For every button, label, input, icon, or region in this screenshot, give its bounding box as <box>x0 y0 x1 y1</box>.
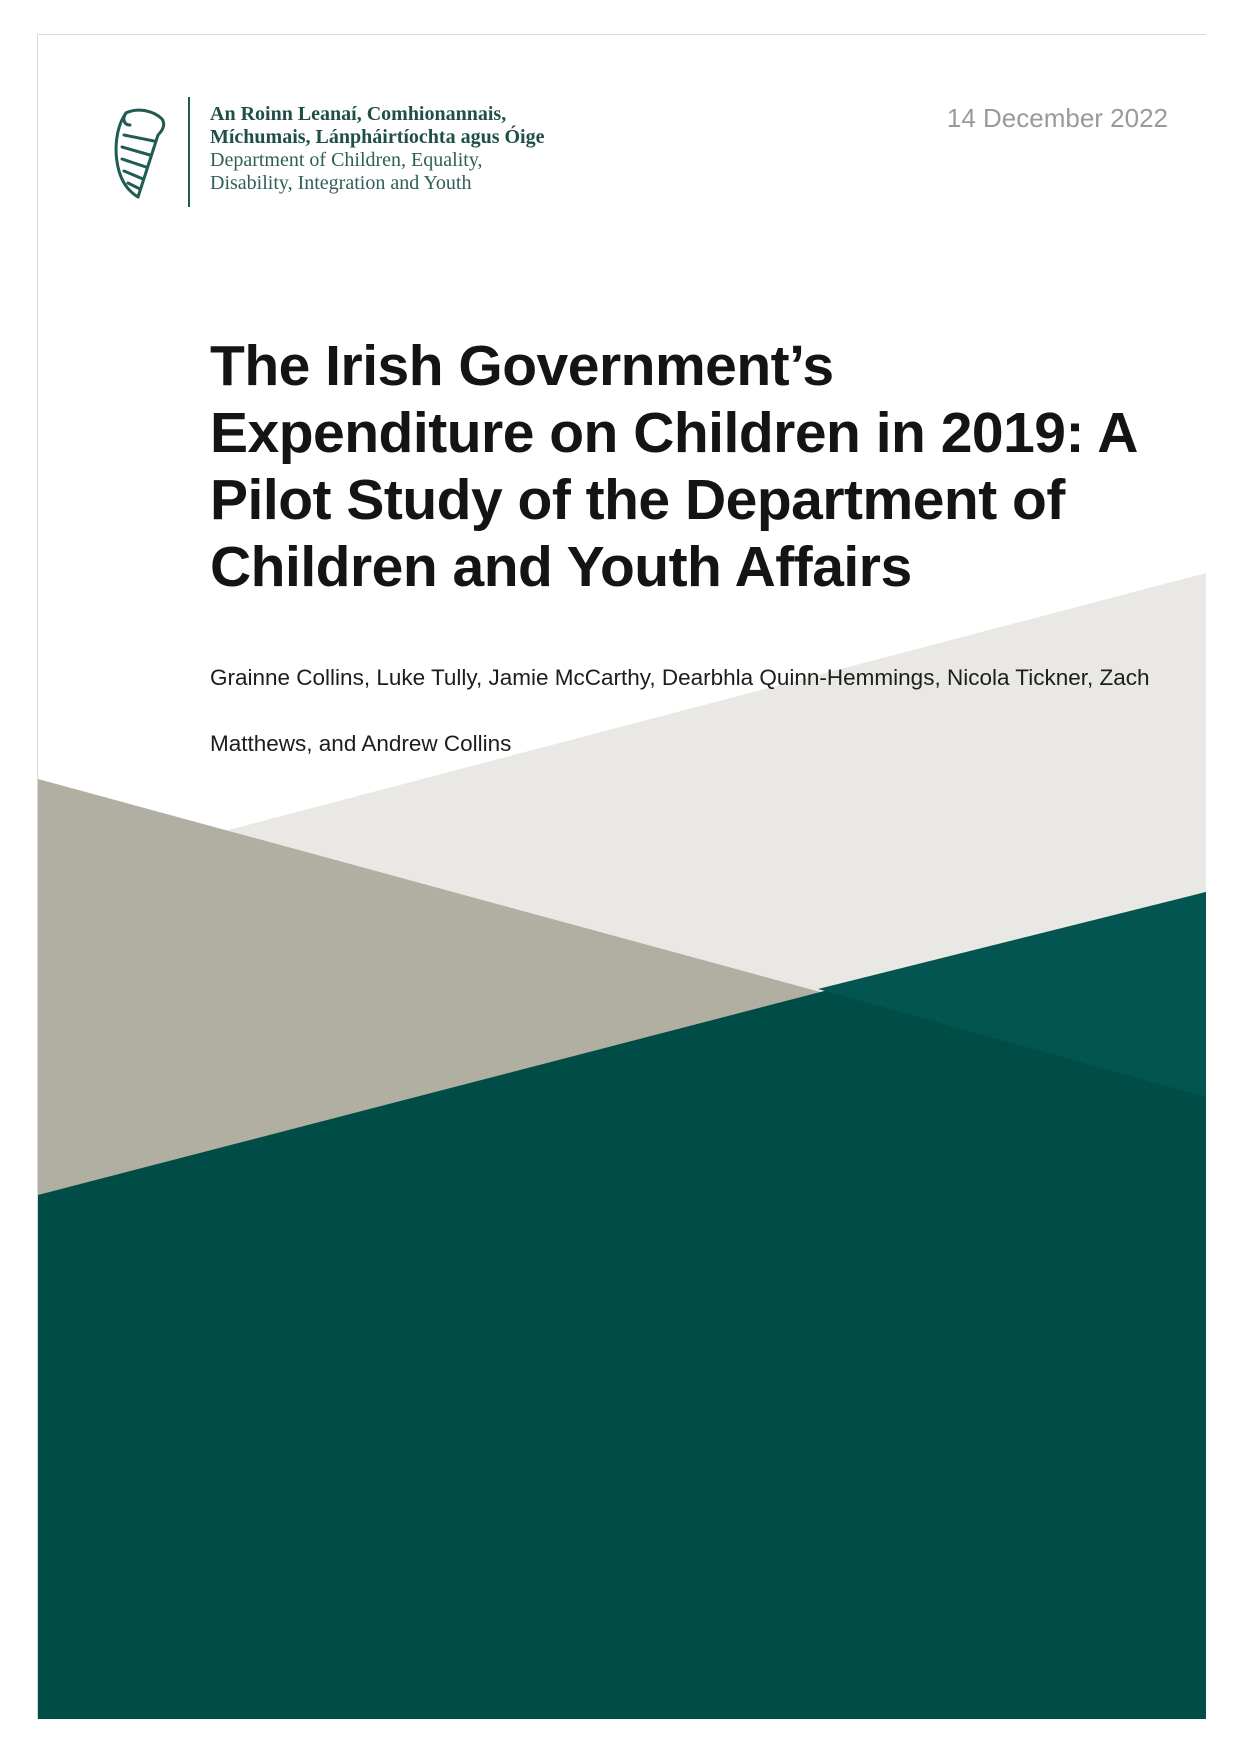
publication-date: 14 December 2022 <box>946 103 1168 133</box>
department-name-irish-line-1: An Roinn Leanaí, Comhionannais, <box>210 103 507 125</box>
harp-icon <box>108 105 170 205</box>
cover-background <box>38 35 1206 1719</box>
department-name <box>210 103 630 195</box>
author-list: Grainne Collins, Luke Tully, Jamie McCarthy, Dearbhla Quinn-Hemmings, Nicola Tickner, Zach Matthews, and Andrew Collins <box>210 665 1150 756</box>
department-name-english-line-1: Department of Children, Equality, <box>210 149 483 171</box>
logo-divider <box>188 97 190 207</box>
cover-page <box>37 34 1206 1719</box>
department-name-irish-line-2: Míchumais, Lánpháirtíochta agus Óige <box>210 126 545 148</box>
document-title: The Irish Government’s Expenditure on Children in 2019: A Pilot Study of the Department of Children and Youth Affairs <box>210 334 1136 599</box>
department-name-english-line-2: Disability, Integration and Youth <box>210 172 472 194</box>
